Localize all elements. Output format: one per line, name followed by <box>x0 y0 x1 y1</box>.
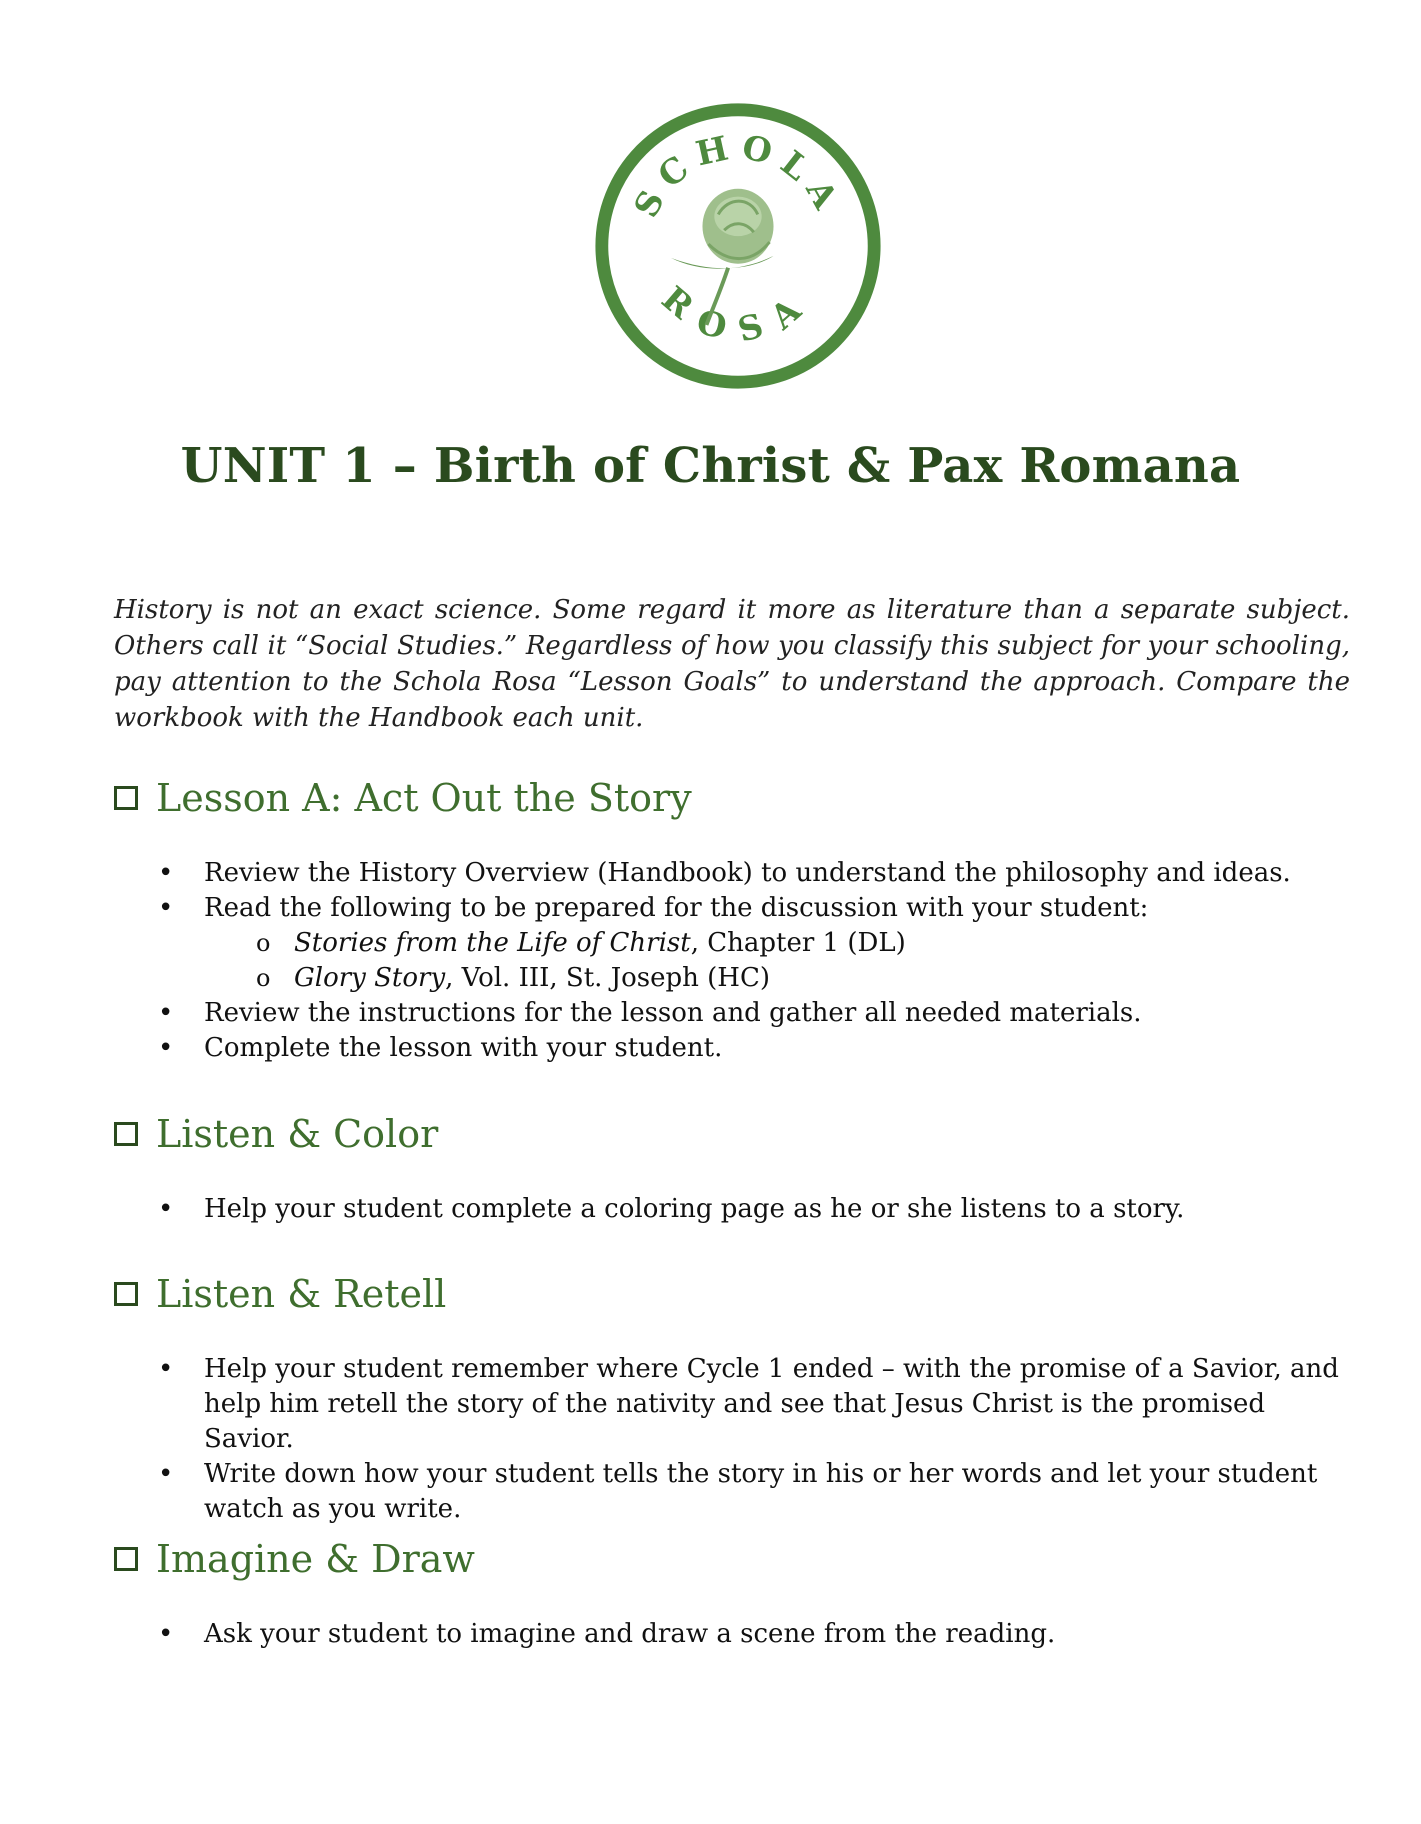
list-item-text: Read the following to be prepared for the discussion with your student: <box>204 893 1149 923</box>
logo-top-text: SCHOLA <box>626 126 850 224</box>
section-heading-text: Listen & Retell <box>156 1272 447 1316</box>
section-heading-text: Lesson A: Act Out the Story <box>156 776 692 820</box>
book-title: Stories from the Life of Christ <box>294 928 691 958</box>
section-heading <box>114 1535 1350 1583</box>
book-detail: , Chapter 1 (DL) <box>690 928 906 958</box>
section-heading <box>114 1110 1350 1158</box>
section-heading-text: Imagine & Draw <box>156 1537 475 1581</box>
section-heading <box>114 1270 1350 1318</box>
intro-paragraph: History is not an exact science. Some regard it more as literature than a separate subject. Others call it “Social Studies.” Regardless of how you classify this subject for your schooling, pay attention to the Schola Rosa “Lesson Goals” to understand the approach. Compare the workbook with the Handbook each unit. <box>114 595 1350 733</box>
list-item: • Help your student remember where Cycle 1 ended – with the promise of a Savior, and help him retell the story of the nativity and see that Jesus Christ is the promised Savior. <box>114 1352 1350 1457</box>
schola-rosa-logo <box>590 98 886 394</box>
book-title: Glory Story <box>294 963 446 993</box>
sub-list-item <box>204 926 1350 961</box>
list-item: • Review the instructions for the lesson and gather all needed materials. <box>114 996 1350 1031</box>
section-imagine-draw <box>114 1535 1350 1652</box>
list-item: • Help your student complete a coloring page as he or she listens to a story. <box>114 1192 1350 1227</box>
svg-text:ROSA <box>654 279 821 351</box>
page-title: UNIT 1 – Birth of Christ & Pax Romana <box>180 438 1241 494</box>
list-item: • Ask your student to imagine and draw a scene from the reading. <box>114 1617 1350 1652</box>
list-item: • Complete the lesson with your student. <box>114 1031 1350 1066</box>
book-detail: , Vol. III, St. Joseph (HC) <box>445 963 771 993</box>
list-item: • Review the History Overview (Handbook) to understand the philosophy and ideas. <box>114 856 1350 891</box>
list-item <box>114 891 1350 996</box>
checkbox-icon[interactable] <box>114 1122 138 1146</box>
section-listen-color <box>114 1110 1350 1227</box>
list-item: • Write down how your student tells the story in his or her words and let your student watch as you write. <box>114 1457 1350 1527</box>
section-listen-retell <box>114 1270 1350 1527</box>
section-heading-text: Listen & Color <box>156 1112 439 1156</box>
checkbox-icon[interactable] <box>114 1547 138 1571</box>
sub-list-item <box>204 961 1350 996</box>
section-heading <box>114 774 1350 822</box>
logo-bottom-text: ROSA <box>654 278 822 351</box>
checkbox-icon[interactable] <box>114 1282 138 1306</box>
section-lesson-a <box>114 774 1350 1066</box>
checkbox-icon[interactable] <box>114 786 138 810</box>
